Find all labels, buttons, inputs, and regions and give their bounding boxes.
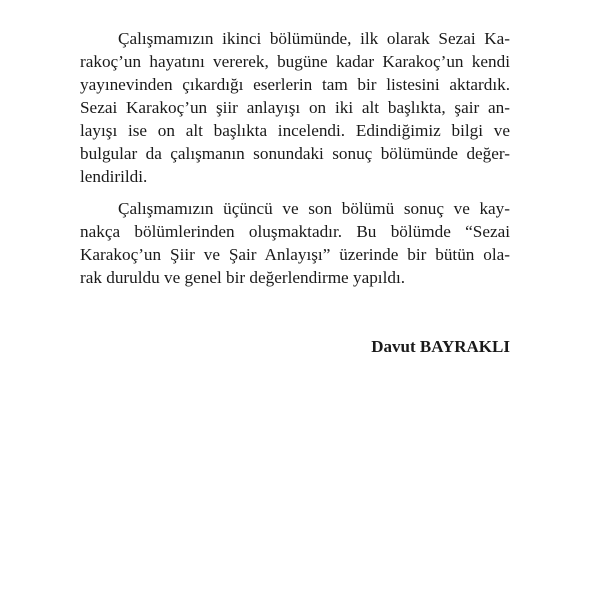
text-line: Sezai Karakoç’un şiir anlayışı on iki alt başlıkta, şair an- [80, 98, 510, 117]
text-line: Çalışmamızın üçüncü ve son bölümü sonuç ve kay- [118, 199, 510, 218]
text-line: lendirildi. [80, 167, 148, 186]
text-line: rakoç’un hayatını vererek, bugüne kadar Karakoç’un kendi [80, 52, 510, 71]
text-line: Karakoç’un Şiir ve Şair Anlayışı” üzerinde bir bütün ola- [80, 245, 510, 264]
paragraph-second-chapter-summary [80, 27, 510, 188]
text-line: Çalışmamızın ikinci bölümünde, ilk olarak Sezai Ka- [118, 29, 510, 48]
text-line: nakça bölümlerinden oluşmaktadır. Bu bölümde “Sezai [80, 222, 510, 241]
text-line: yayınevinden çıkardığı eserlerin tam bir listesini aktardık. [80, 75, 510, 94]
author-signature: Davut BAYRAKLI [371, 337, 510, 356]
text-line: layışı ise on alt başlıkta incelendi. Edindiğimiz bilgi ve [80, 121, 510, 140]
document-body [80, 27, 510, 298]
paragraph-third-chapter-summary [80, 197, 510, 289]
text-line: bulgular da çalışmanın sonundaki sonuç bölümünde değer- [80, 144, 510, 163]
text-line: rak duruldu ve genel bir değerlendirme yapıldı. [80, 268, 406, 287]
